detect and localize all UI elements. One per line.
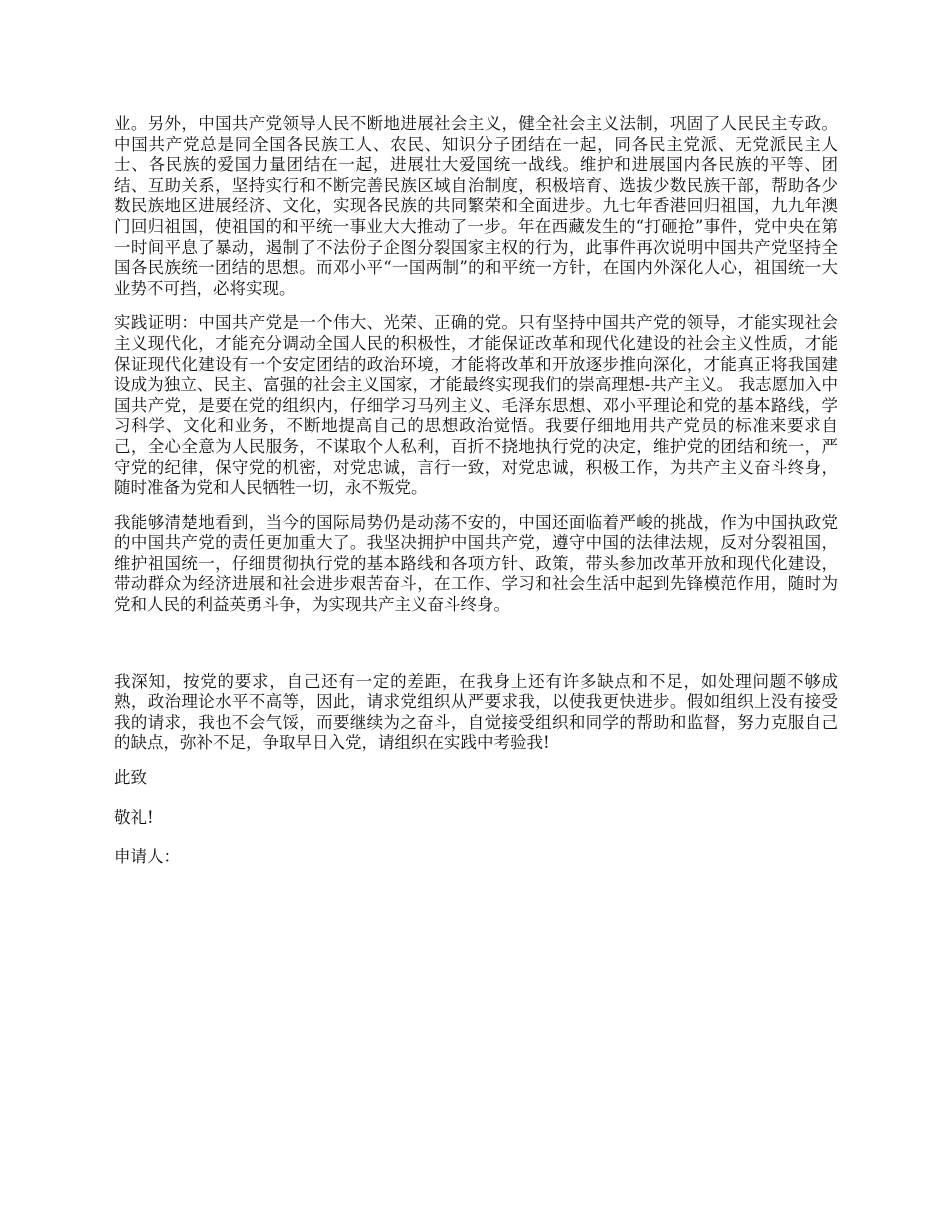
paragraph-self-assessment: 我深知，按党的要求，自己还有一定的差距，在我身上还有许多缺点和不足，如处理问题不够成熟，政治理论水平不高等，因此，请求党组织从严要求我，以使我更快进步。假如组织上没有接受我的请求，我也不会气馁，而要继续为之奋斗，自觉接受组织和同学的帮助和监督，努力克服自己的缺点，弥补不足，争取早日入党，请组织在实践中考验我! [114, 671, 838, 753]
paragraph-party-leadership: 实践证明：中国共产党是一个伟大、光荣、正确的党。只有坚持中国共产党的领导，才能实现社会主义现代化，才能充分调动全国人民的积极性，才能保证改革和现代化建设的社会主义性质，才能保证现代化建设有一个安定团结的政治环境，才能将改革和开放逐步推向深化，才能真正将我国建设成为独立、民主、富强的社会主义国家，才能最终实现我们的崇高理想-共产主义。 我志愿加入中国共产党，是要在党的组织内，仔细学习马列主义、毛泽东思想、邓小平理论和党的基本路线，学习科学、文化和业务，不断地提高自己的思想政治觉悟。我要仔细地用共产党员的标准来要求自己，全心全意为人民服务，不谋取个人私利，百折不挠地执行党的决定，维护党的团结和统一，严守党的纪律，保守党的机密，对党忠诚，言行一致，对党忠诚，积极工作，为共产主义奋斗终身，随时准备为党和人民牺牲一切，永不叛党。 [114, 313, 838, 498]
paragraph-spacer [114, 630, 838, 672]
paragraph-national-unity: 业。另外，中国共产党领导人民不断地进展社会主义，健全社会主义法制，巩固了人民民主专政。中国共产党总是同全国各民族工人、农民、知识分子团结在一起，同各民主党派、无党派民主人士、各民族的爱国力量团结在一起，进展壮大爱国统一战线。维护和进展国内各民族的平等、团结、互助关系，坚持实行和不断完善民族区域自治制度，积极培育、选拔少数民族干部，帮助各少数民族地区进展经济、文化，实现各民族的共同繁荣和全面进步。九七年香港回归祖国，九九年澳门回归祖国，使祖国的和平统一事业大大推动了一步。年在西藏发生的“打砸抢”事件，党中央在第一时间平息了暴动，遏制了不法份子企图分裂国家主权的行为，此事件再次说明中国共产党坚持全国各民族统一团结的思想。而邓小平“一国两制”的和平统一方针，在国内外深化人心，祖国统一大业势不可挡，必将实现。 [114, 114, 838, 298]
paragraph-international-situation: 我能够清楚地看到，当今的国际局势仍是动荡不安的，中国还面临着严峻的挑战，作为中国执政党的中国共产党的责任更加重大了。我坚决拥护中国共产党，遵守中国的法律法规，反对分裂祖国，维护祖国统一，仔细贯彻执行党的基本路线和各项方针、政策，带头参加改革开放和现代化建设，带动群众为经济进展和社会进步艰苦奋斗，在工作、学习和社会生活中起到先锋模范作用，随时为党和人民的利益英勇斗争，为实现共产主义奋斗终身。 [114, 512, 838, 615]
closing-salutation: 此致 [114, 768, 147, 788]
applicant-label: 申请人： [114, 847, 180, 867]
document-body [114, 114, 838, 887]
closing-respect: 敬礼! [114, 807, 154, 827]
